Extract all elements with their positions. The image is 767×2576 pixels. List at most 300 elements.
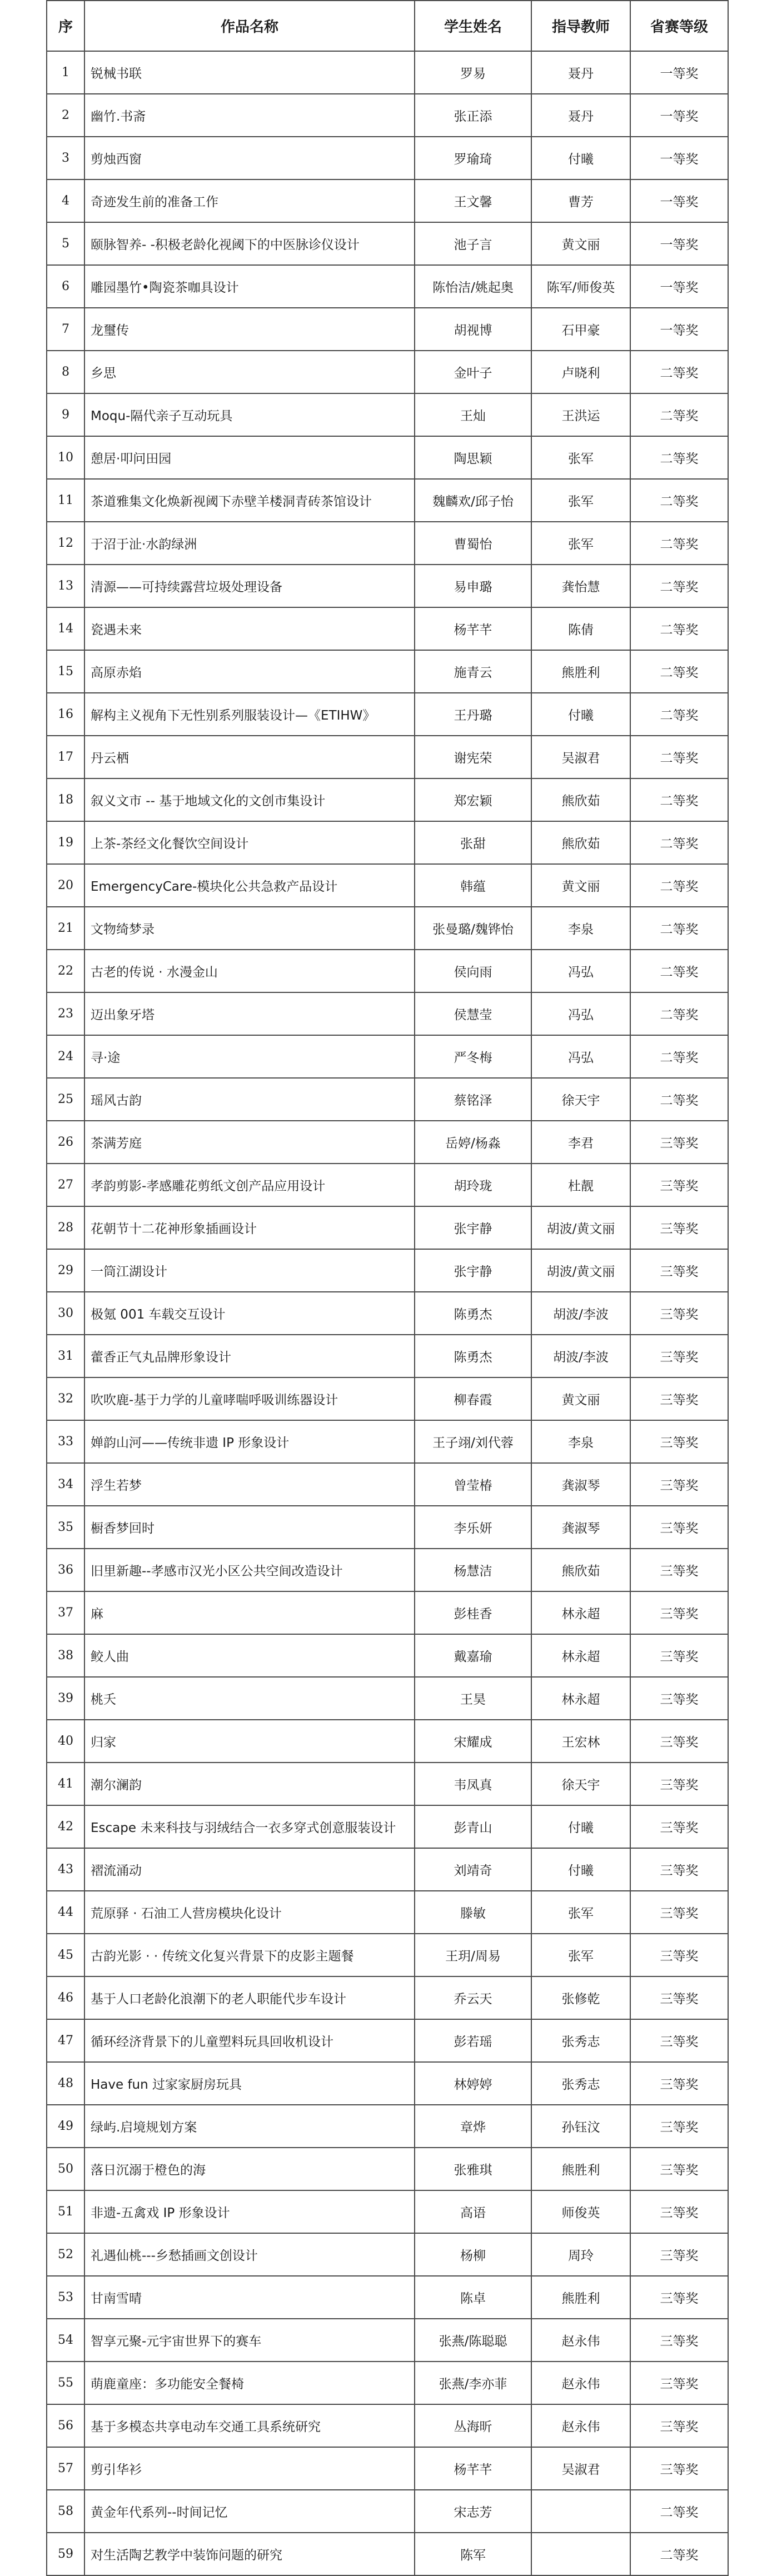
cell-no: 33 <box>47 1420 84 1463</box>
table-row <box>47 778 728 821</box>
table-row <box>47 2148 728 2190</box>
cell-title: 旧里新趣--孝感市汉光小区公共空间改造设计 <box>84 1549 415 1591</box>
cell-students: 施青云 <box>415 650 531 693</box>
cell-students: 陶思颖 <box>415 436 531 479</box>
cell-teacher: 黄文丽 <box>531 864 630 907</box>
cell-teacher: 黄文丽 <box>531 1377 630 1420</box>
table-row <box>47 479 728 522</box>
cell-students: 金叶子 <box>415 351 531 393</box>
cell-award: 三等奖 <box>630 2319 728 2362</box>
cell-teacher: 赵永伟 <box>531 2362 630 2404</box>
header-teacher: 指导教师 <box>531 1 630 51</box>
cell-students: 陈勇杰 <box>415 1335 531 1377</box>
cell-students: 章烨 <box>415 2105 531 2148</box>
table-row <box>47 1549 728 1591</box>
cell-title: 雕园墨竹•陶瓷茶咖具设计 <box>84 265 415 308</box>
cell-students: 乔云天 <box>415 1976 531 2019</box>
cell-teacher: 徐天宇 <box>531 1763 630 1805</box>
table-row <box>47 1335 728 1377</box>
cell-students: 王文馨 <box>415 179 531 222</box>
cell-teacher: 张军 <box>531 436 630 479</box>
cell-teacher: 赵永伟 <box>531 2319 630 2362</box>
cell-award: 二等奖 <box>630 1035 728 1078</box>
cell-students: 严冬梅 <box>415 1035 531 1078</box>
cell-students: 岳婷/杨淼 <box>415 1121 531 1164</box>
cell-teacher: 熊胜利 <box>531 2148 630 2190</box>
table-header-row <box>47 1 728 51</box>
cell-students: 侯向雨 <box>415 950 531 992</box>
cell-title: 婵韵山河——传统非遗 IP 形象设计 <box>84 1420 415 1463</box>
cell-no: 44 <box>47 1891 84 1934</box>
cell-award: 三等奖 <box>630 1934 728 1976</box>
cell-no: 51 <box>47 2190 84 2233</box>
cell-no: 56 <box>47 2404 84 2447</box>
cell-award: 三等奖 <box>630 1720 728 1763</box>
cell-title: 寻·途 <box>84 1035 415 1078</box>
table-row <box>47 1249 728 1292</box>
cell-no: 57 <box>47 2447 84 2490</box>
cell-no: 21 <box>47 907 84 950</box>
cell-title: 极氪 001 车载交互设计 <box>84 1292 415 1335</box>
cell-no: 38 <box>47 1634 84 1677</box>
cell-students: 王昊 <box>415 1677 531 1720</box>
cell-teacher: 李泉 <box>531 1420 630 1463</box>
cell-no: 49 <box>47 2105 84 2148</box>
cell-title: 龙璽传 <box>84 308 415 351</box>
cell-no: 37 <box>47 1591 84 1634</box>
cell-title: 古老的传说 · 水漫金山 <box>84 950 415 992</box>
cell-no: 23 <box>47 992 84 1035</box>
cell-no: 55 <box>47 2362 84 2404</box>
cell-no: 6 <box>47 265 84 308</box>
cell-no: 30 <box>47 1292 84 1335</box>
cell-award: 二等奖 <box>630 2490 728 2533</box>
table-row <box>47 265 728 308</box>
cell-no: 36 <box>47 1549 84 1591</box>
table-row <box>47 2447 728 2490</box>
cell-students: 陈军 <box>415 2533 531 2575</box>
cell-teacher: 陈倩 <box>531 607 630 650</box>
cell-no: 4 <box>47 179 84 222</box>
cell-no: 16 <box>47 693 84 736</box>
cell-teacher: 张修乾 <box>531 1976 630 2019</box>
cell-award: 二等奖 <box>630 778 728 821</box>
cell-award: 二等奖 <box>630 522 728 565</box>
cell-award: 三等奖 <box>630 2276 728 2319</box>
cell-award: 三等奖 <box>630 1121 728 1164</box>
cell-no: 29 <box>47 1249 84 1292</box>
cell-award: 二等奖 <box>630 950 728 992</box>
table-row <box>47 2190 728 2233</box>
table-row <box>47 51 728 94</box>
cell-no: 5 <box>47 222 84 265</box>
table-row <box>47 1720 728 1763</box>
cell-students: 柳春霞 <box>415 1377 531 1420</box>
cell-students: 杨芊芊 <box>415 2447 531 2490</box>
cell-no: 28 <box>47 1206 84 1249</box>
cell-title: 幽竹.书斋 <box>84 94 415 137</box>
cell-award: 二等奖 <box>630 864 728 907</box>
cell-teacher: 付曦 <box>531 1805 630 1848</box>
cell-title: 藿香正气丸品牌形象设计 <box>84 1335 415 1377</box>
cell-title: Have fun 过家家厨房玩具 <box>84 2062 415 2105</box>
cell-title: 绿屿.启境规划方案 <box>84 2105 415 2148</box>
cell-award: 二等奖 <box>630 907 728 950</box>
table-row <box>47 179 728 222</box>
cell-award: 三等奖 <box>630 1677 728 1720</box>
cell-award: 一等奖 <box>630 222 728 265</box>
cell-teacher: 林永超 <box>531 1634 630 1677</box>
cell-students: 王玥/周易 <box>415 1934 531 1976</box>
cell-title: 褶流涌动 <box>84 1848 415 1891</box>
cell-title: EmergencyCare-模块化公共急救产品设计 <box>84 864 415 907</box>
table-row <box>47 821 728 864</box>
cell-award: 三等奖 <box>630 1420 728 1463</box>
cell-no: 34 <box>47 1463 84 1506</box>
cell-award: 三等奖 <box>630 2062 728 2105</box>
cell-teacher: 卢晓利 <box>531 351 630 393</box>
cell-students: 滕敏 <box>415 1891 531 1934</box>
cell-award: 一等奖 <box>630 51 728 94</box>
cell-title: 丹云栖 <box>84 736 415 778</box>
table-row <box>47 907 728 950</box>
cell-no: 13 <box>47 565 84 607</box>
cell-award: 二等奖 <box>630 436 728 479</box>
cell-title: 一筒江湖设计 <box>84 1249 415 1292</box>
cell-students: 魏麟欢/邱子怡 <box>415 479 531 522</box>
cell-no: 2 <box>47 94 84 137</box>
cell-award: 三等奖 <box>630 1634 728 1677</box>
cell-award: 三等奖 <box>630 2190 728 2233</box>
table-row <box>47 94 728 137</box>
cell-title: 浮生若梦 <box>84 1463 415 1506</box>
cell-no: 3 <box>47 137 84 179</box>
table-row <box>47 222 728 265</box>
cell-students: 彭青山 <box>415 1805 531 1848</box>
cell-students: 易申璐 <box>415 565 531 607</box>
cell-no: 48 <box>47 2062 84 2105</box>
cell-teacher <box>531 2490 630 2533</box>
table-row <box>47 992 728 1035</box>
cell-award: 二等奖 <box>630 351 728 393</box>
cell-teacher: 师俊英 <box>531 2190 630 2233</box>
cell-title: 非遗-五禽戏 IP 形象设计 <box>84 2190 415 2233</box>
cell-award: 一等奖 <box>630 308 728 351</box>
table-row <box>47 864 728 907</box>
cell-teacher: 张军 <box>531 1934 630 1976</box>
header-students: 学生姓名 <box>415 1 531 51</box>
cell-award: 三等奖 <box>630 1763 728 1805</box>
cell-no: 10 <box>47 436 84 479</box>
cell-teacher: 熊欣茹 <box>531 1549 630 1591</box>
cell-title: 黄金年代系列--时间记忆 <box>84 2490 415 2533</box>
cell-students: 杨慧洁 <box>415 1549 531 1591</box>
cell-award: 二等奖 <box>630 393 728 436</box>
cell-students: 张曼璐/魏铧怡 <box>415 907 531 950</box>
cell-students: 王丹璐 <box>415 693 531 736</box>
cell-teacher: 徐天宇 <box>531 1078 630 1121</box>
cell-award: 三等奖 <box>630 1377 728 1420</box>
cell-students: 杨芊芊 <box>415 607 531 650</box>
cell-award: 二等奖 <box>630 992 728 1035</box>
cell-award: 一等奖 <box>630 265 728 308</box>
cell-title: 高原赤焰 <box>84 650 415 693</box>
cell-title: 乡思 <box>84 351 415 393</box>
cell-teacher: 张军 <box>531 522 630 565</box>
cell-no: 46 <box>47 1976 84 2019</box>
table-row <box>47 1292 728 1335</box>
cell-title: 上茶-茶经文化餐饮空间设计 <box>84 821 415 864</box>
cell-award: 三等奖 <box>630 1891 728 1934</box>
cell-title: 对生活陶艺教学中装饰问题的研究 <box>84 2533 415 2575</box>
cell-teacher: 吴淑君 <box>531 2447 630 2490</box>
cell-students: 林婷婷 <box>415 2062 531 2105</box>
cell-teacher: 付曦 <box>531 137 630 179</box>
awards-table <box>46 0 729 2576</box>
table-row <box>47 1677 728 1720</box>
cell-students: 张宇静 <box>415 1206 531 1249</box>
cell-title: 礼遇仙桃---乡愁插画文创设计 <box>84 2233 415 2276</box>
cell-students: 彭桂香 <box>415 1591 531 1634</box>
cell-award: 二等奖 <box>630 693 728 736</box>
table-row <box>47 436 728 479</box>
cell-no: 40 <box>47 1720 84 1763</box>
cell-students: 戴嘉瑜 <box>415 1634 531 1677</box>
cell-teacher: 熊欣茹 <box>531 778 630 821</box>
cell-title: 茶满芳庭 <box>84 1121 415 1164</box>
cell-no: 22 <box>47 950 84 992</box>
cell-title: 荒原驿 · 石油工人营房模块化设计 <box>84 1891 415 1934</box>
cell-no: 17 <box>47 736 84 778</box>
cell-no: 20 <box>47 864 84 907</box>
table-row <box>47 2362 728 2404</box>
cell-award: 三等奖 <box>630 2148 728 2190</box>
cell-no: 15 <box>47 650 84 693</box>
cell-teacher <box>531 2533 630 2575</box>
cell-students: 陈卓 <box>415 2276 531 2319</box>
cell-students: 刘靖奇 <box>415 1848 531 1891</box>
cell-award: 三等奖 <box>630 2105 728 2148</box>
table-row <box>47 1634 728 1677</box>
table-row <box>47 950 728 992</box>
cell-teacher: 李君 <box>531 1121 630 1164</box>
cell-no: 9 <box>47 393 84 436</box>
cell-award: 三等奖 <box>630 1463 728 1506</box>
table-row <box>47 1891 728 1934</box>
cell-students: 张燕/陈聪聪 <box>415 2319 531 2362</box>
cell-no: 27 <box>47 1164 84 1206</box>
cell-award: 二等奖 <box>630 2533 728 2575</box>
cell-no: 52 <box>47 2233 84 2276</box>
cell-students: 宋耀成 <box>415 1720 531 1763</box>
cell-students: 蔡铭泽 <box>415 1078 531 1121</box>
cell-no: 11 <box>47 479 84 522</box>
cell-teacher: 熊胜利 <box>531 650 630 693</box>
table-row <box>47 736 728 778</box>
table-row <box>47 1463 728 1506</box>
cell-award: 二等奖 <box>630 821 728 864</box>
cell-teacher: 王洪运 <box>531 393 630 436</box>
table-row <box>47 693 728 736</box>
cell-teacher: 张军 <box>531 1891 630 1934</box>
cell-no: 19 <box>47 821 84 864</box>
cell-students: 胡视博 <box>415 308 531 351</box>
cell-teacher: 胡波/李波 <box>531 1335 630 1377</box>
cell-students: 张正添 <box>415 94 531 137</box>
cell-no: 32 <box>47 1377 84 1420</box>
cell-teacher: 熊欣茹 <box>531 821 630 864</box>
cell-award: 三等奖 <box>630 1335 728 1377</box>
cell-teacher: 张秀志 <box>531 2019 630 2062</box>
table-row <box>47 2105 728 2148</box>
cell-students: 陈勇杰 <box>415 1292 531 1335</box>
table-row <box>47 1506 728 1549</box>
cell-teacher: 吴淑君 <box>531 736 630 778</box>
table-row <box>47 137 728 179</box>
cell-title: 落日沉溺于橙色的海 <box>84 2148 415 2190</box>
table-row <box>47 565 728 607</box>
cell-students: 曾莹椿 <box>415 1463 531 1506</box>
cell-students: 彭若瑶 <box>415 2019 531 2062</box>
cell-title: 清源——可持续露营垃圾处理设备 <box>84 565 415 607</box>
cell-award: 三等奖 <box>630 1848 728 1891</box>
cell-no: 26 <box>47 1121 84 1164</box>
cell-students: 韦凤真 <box>415 1763 531 1805</box>
cell-title: 奇迹发生前的准备工作 <box>84 179 415 222</box>
cell-students: 曹蜀怡 <box>415 522 531 565</box>
table-row <box>47 1035 728 1078</box>
cell-award: 二等奖 <box>630 650 728 693</box>
table-row <box>47 1591 728 1634</box>
cell-no: 41 <box>47 1763 84 1805</box>
cell-teacher: 杜靓 <box>531 1164 630 1206</box>
cell-teacher: 付曦 <box>531 693 630 736</box>
cell-students: 张雅琪 <box>415 2148 531 2190</box>
cell-students: 郑宏颖 <box>415 778 531 821</box>
cell-award: 三等奖 <box>630 2447 728 2490</box>
header-no: 序 <box>47 1 84 51</box>
cell-no: 50 <box>47 2148 84 2190</box>
cell-no: 54 <box>47 2319 84 2362</box>
cell-title: 锐械书联 <box>84 51 415 94</box>
cell-award: 二等奖 <box>630 1078 728 1121</box>
cell-teacher: 曹芳 <box>531 179 630 222</box>
cell-students: 王灿 <box>415 393 531 436</box>
cell-teacher: 胡波/李波 <box>531 1292 630 1335</box>
cell-title: 吹吹鹿-基于力学的儿童哮喘呼吸训练器设计 <box>84 1377 415 1420</box>
table-row <box>47 2062 728 2105</box>
cell-students: 张燕/李亦菲 <box>415 2362 531 2404</box>
table-row <box>47 1763 728 1805</box>
cell-teacher: 胡波/黄文丽 <box>531 1249 630 1292</box>
table-row <box>47 2490 728 2533</box>
cell-no: 43 <box>47 1848 84 1891</box>
cell-teacher: 林永超 <box>531 1591 630 1634</box>
cell-teacher: 龚淑琴 <box>531 1506 630 1549</box>
cell-award: 三等奖 <box>630 1292 728 1335</box>
cell-teacher: 付曦 <box>531 1848 630 1891</box>
cell-title: 智享元聚-元宇宙世界下的赛车 <box>84 2319 415 2362</box>
cell-title: 叙义文市 -- 基于地域文化的文创市集设计 <box>84 778 415 821</box>
cell-title: 鲛人曲 <box>84 1634 415 1677</box>
cell-no: 25 <box>47 1078 84 1121</box>
cell-award: 二等奖 <box>630 607 728 650</box>
cell-students: 杨柳 <box>415 2233 531 2276</box>
header-award: 省赛等级 <box>630 1 728 51</box>
table-row <box>47 1164 728 1206</box>
cell-teacher: 冯弘 <box>531 1035 630 1078</box>
table-body <box>47 51 728 2575</box>
cell-title: 橱香梦回时 <box>84 1506 415 1549</box>
cell-title: 桃夭 <box>84 1677 415 1720</box>
cell-award: 一等奖 <box>630 137 728 179</box>
table-row <box>47 2404 728 2447</box>
cell-teacher: 龚淑琴 <box>531 1463 630 1506</box>
cell-teacher: 林永超 <box>531 1677 630 1720</box>
cell-no: 8 <box>47 351 84 393</box>
cell-no: 45 <box>47 1934 84 1976</box>
cell-students: 侯慧莹 <box>415 992 531 1035</box>
cell-no: 39 <box>47 1677 84 1720</box>
cell-title: 迈出象牙塔 <box>84 992 415 1035</box>
cell-teacher: 胡波/黄文丽 <box>531 1206 630 1249</box>
cell-teacher: 冯弘 <box>531 992 630 1035</box>
table-row <box>47 607 728 650</box>
cell-students: 罗瑜琦 <box>415 137 531 179</box>
cell-teacher: 李泉 <box>531 907 630 950</box>
cell-no: 58 <box>47 2490 84 2533</box>
cell-award: 三等奖 <box>630 1549 728 1591</box>
cell-title: Escape 未来科技与羽绒结合一衣多穿式创意服装设计 <box>84 1805 415 1848</box>
cell-students: 罗易 <box>415 51 531 94</box>
cell-title: Moqu-隔代亲子互动玩具 <box>84 393 415 436</box>
table-row <box>47 2533 728 2575</box>
table-row <box>47 1976 728 2019</box>
cell-award: 三等奖 <box>630 1805 728 1848</box>
cell-teacher: 聂丹 <box>531 51 630 94</box>
cell-students: 谢宪荣 <box>415 736 531 778</box>
header-title: 作品名称 <box>84 1 415 51</box>
cell-title: 瑶风古韵 <box>84 1078 415 1121</box>
cell-teacher: 熊胜利 <box>531 2276 630 2319</box>
cell-teacher: 张秀志 <box>531 2062 630 2105</box>
cell-teacher: 王宏林 <box>531 1720 630 1763</box>
cell-award: 三等奖 <box>630 1591 728 1634</box>
cell-award: 二等奖 <box>630 565 728 607</box>
cell-teacher: 黄文丽 <box>531 222 630 265</box>
cell-students: 丛海昕 <box>415 2404 531 2447</box>
cell-title: 麻 <box>84 1591 415 1634</box>
table-row <box>47 1420 728 1463</box>
cell-no: 47 <box>47 2019 84 2062</box>
cell-award: 二等奖 <box>630 479 728 522</box>
cell-award: 三等奖 <box>630 1506 728 1549</box>
cell-teacher: 周玲 <box>531 2233 630 2276</box>
cell-title: 剪引华衫 <box>84 2447 415 2490</box>
cell-award: 二等奖 <box>630 736 728 778</box>
cell-no: 12 <box>47 522 84 565</box>
cell-title: 解构主义视角下无性别系列服装设计—《ETIHW》 <box>84 693 415 736</box>
cell-title: 甘南雪晴 <box>84 2276 415 2319</box>
cell-no: 18 <box>47 778 84 821</box>
cell-title: 憩居·叩问田园 <box>84 436 415 479</box>
table-row <box>47 1078 728 1121</box>
table-row <box>47 1121 728 1164</box>
table-row <box>47 1206 728 1249</box>
cell-title: 颐脉智养- -积极老龄化视阈下的中医脉诊仪设计 <box>84 222 415 265</box>
table-row <box>47 1805 728 1848</box>
cell-no: 1 <box>47 51 84 94</box>
